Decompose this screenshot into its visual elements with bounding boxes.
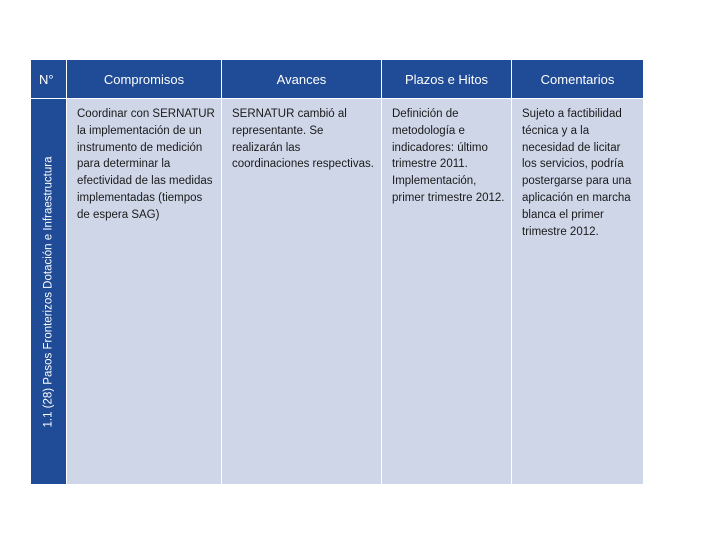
cell-plazos [382,99,512,485]
compromisos-text: Coordinar con SERNATUR la implementación de un instrumento de medición para determinar la efectividad de las medidas implementadas (tiempos de espera SAG) [77,108,215,221]
header-comentarios: Comentarios [512,60,644,99]
header-compromisos: Compromisos [67,60,222,99]
header-plazos: Plazos e Hitos [382,60,512,99]
header-avances: Avances [222,60,382,99]
table-row [31,99,644,485]
plazos-text: Definición de metodología e indicadores: último trimestre 2011. Implementación, primer trimestre 2012. [392,108,505,204]
cell-comentarios [512,99,644,485]
header-number: N° [31,60,67,99]
table-header-row [31,60,644,99]
cell-avances [222,99,382,485]
row-label-cell [31,99,67,485]
commitments-table [30,59,644,485]
comentarios-text: Sujeto a factibilidad técnica y a la necesidad de licitar los servicios, podría postergarse para una aplicación en marcha blanca el primer trimestre 2012. [522,108,632,238]
row-label: 1.1 (28) Pasos Fronterizos Dotación e Infraestructura [42,156,55,428]
cell-compromisos [67,99,222,485]
avances-text: SERNATUR cambió al representante. Se realizarán las coordinaciones respectivas. [232,108,374,171]
